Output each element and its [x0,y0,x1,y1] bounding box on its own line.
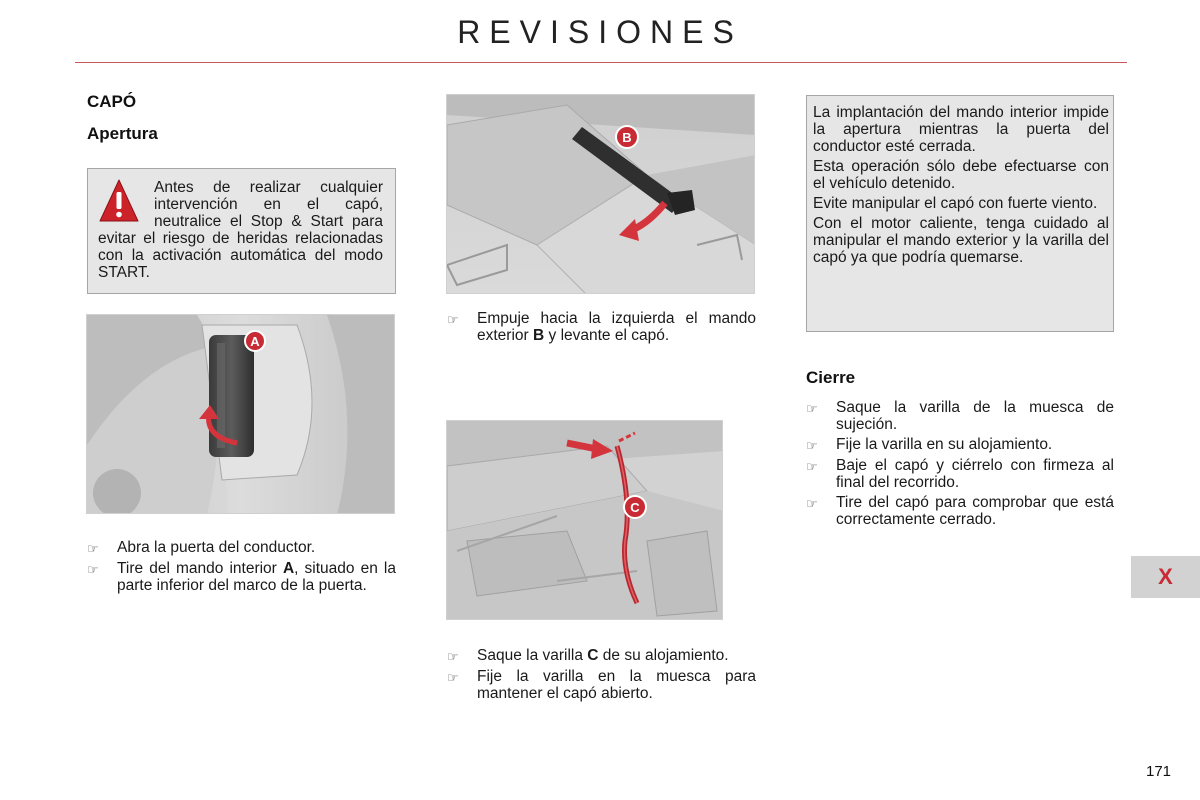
step-text [117,561,396,594]
list-item [87,540,396,557]
step-text-part: Tire del mando interior [117,560,283,577]
step-text-part: Saque la varilla [477,647,588,664]
list-item [806,400,1114,433]
info-box [806,95,1114,332]
pointing-hand-icon: ☞ [447,312,459,327]
steps-list-c [447,648,756,706]
warning-text [98,179,383,281]
step-text: Tire del capó para comprobar que está correctamente cerrado. [836,494,1114,528]
info-text [813,104,1109,269]
pointing-hand-icon: ☞ [806,438,818,453]
info-paragraph: Esta operación sólo debe efectuarse con el vehículo detenido. [813,158,1109,192]
pointing-hand-icon: ☞ [87,562,99,577]
steps-list-b [447,311,756,348]
step-label-ref: C [587,647,599,664]
step-text [477,311,756,344]
step-text-part: de su alojamiento. [598,647,729,664]
info-paragraph: Evite manipular el capó con fuerte viento. [813,195,1098,212]
pointing-hand-icon: ☞ [447,649,459,664]
page-number: 171 [1146,763,1172,780]
chapter-tab-label: X [1158,564,1173,589]
step-label-ref: B [533,326,545,344]
pointing-hand-icon: ☞ [447,670,459,685]
list-item [447,311,756,344]
step-text: Fije la varilla en la muesca para mantener el capó abierto. [477,668,756,702]
info-paragraph: La implantación del mando interior impide la apertura mientras la puerta del conductor esté cerrada. [813,104,1109,155]
step-text-part: y levante el capó. [544,326,670,344]
title-divider [75,62,1127,63]
opening-heading: Apertura [87,124,158,143]
steps-list-a [87,540,396,598]
closing-heading: Cierre [806,368,856,387]
pointing-hand-icon: ☞ [806,496,818,511]
exterior-release-lever-photo [446,94,755,294]
list-item [447,648,756,665]
list-item [447,669,756,702]
warning-box [87,168,396,294]
list-item [806,495,1114,528]
list-item [87,561,396,594]
photo-label-c: C [630,500,640,515]
hood-prop-rod-photo [446,420,723,620]
section-title: CAPÓ [87,92,137,111]
page-title: REVISIONES [457,14,743,50]
step-label-ref: A [282,560,295,577]
closing-steps-list [806,400,1114,532]
step-text: Abra la puerta del conductor. [117,539,316,556]
photo-label-a: A [250,334,260,349]
step-text: Baje el capó y ciérrelo con firmeza al final del recorrido. [836,457,1114,491]
step-text-part: Empuje hacia la izquierda el mando exterior [477,310,756,344]
list-item [806,458,1114,491]
info-paragraph: Con el motor caliente, tenga cuidado al manipular el mando exterior y la varilla del capó ya que podría quemarse. [813,215,1109,266]
pointing-hand-icon: ☞ [806,401,818,416]
step-text-part: , situado en la parte inferior del marco de la puerta. [117,560,396,594]
step-text [477,648,756,665]
interior-release-lever-photo [86,314,395,514]
step-text: Saque la varilla de la muesca de sujeción. [836,399,1114,433]
list-item [806,437,1114,454]
pointing-hand-icon: ☞ [806,459,818,474]
pointing-hand-icon: ☞ [87,541,99,556]
photo-label-b: B [622,130,632,145]
chapter-tab[interactable] [1131,556,1200,598]
warning-text-content: Antes de realizar cualquier intervención en el capó, neutralice el Stop & Start para evitar el riesgo de heridas relacionadas con la activación automática del modo START. [98,179,383,281]
step-text: Fije la varilla en su alojamiento. [836,436,1053,453]
